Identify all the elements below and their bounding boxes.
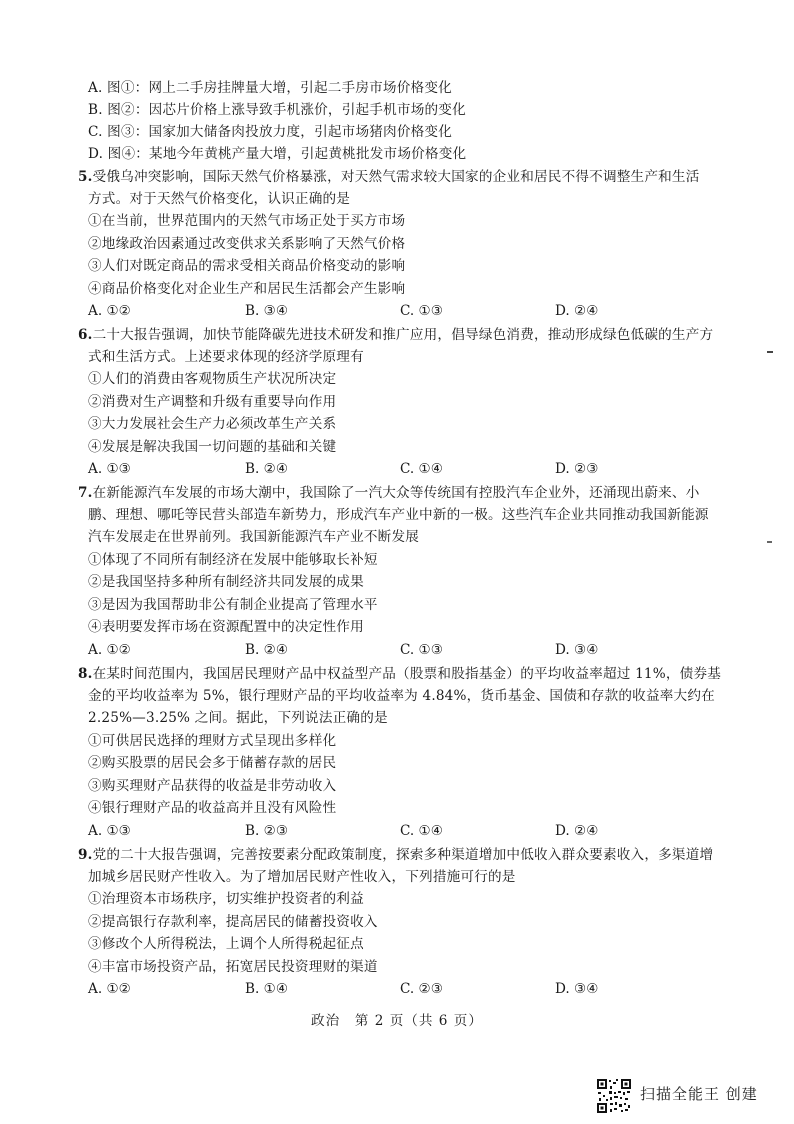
statement-item: ①可供居民选择的理财方式呈现出多样化 xyxy=(88,733,337,749)
option-b: B. ③④ xyxy=(245,303,289,319)
stem-line: 在新能源汽车发展的市场大潮中，我国除了一汽大众等传统国有控股汽车企业外，还涌现出蔚来、小 xyxy=(92,485,700,501)
option-c: C. ①④ xyxy=(400,461,443,477)
statement-item: ③是因为我国帮助非公有制企业提高了管理水平 xyxy=(88,597,378,613)
option-line: C. 图③：国家加大储备肉投放力度，引起市场猪肉价格变化 xyxy=(88,124,453,140)
scanner-watermark: 扫描全能王 创建 xyxy=(640,1085,758,1103)
answer-options xyxy=(88,640,728,660)
option-d: D. ②③ xyxy=(555,461,599,477)
statement-item: ③购买理财产品获得的收益是非劳动收入 xyxy=(88,778,337,794)
question-number: 9. xyxy=(78,847,93,863)
statement-item: ①人们的消费由客观物质生产状况所决定 xyxy=(88,371,337,387)
question-number: 6. xyxy=(78,327,93,343)
stem-line: 汽车发展走在世界前列。我国新能源汽车产业不断发展 xyxy=(88,529,420,545)
option-a: A. ①③ xyxy=(88,823,131,839)
option-b: B. ②④ xyxy=(245,461,289,477)
question-5-stem xyxy=(78,167,700,187)
statement-item: ③修改个人所得税法，上调个人所得税起征点 xyxy=(88,936,364,952)
option-line: A. 图①：网上二手房挂牌量大增，引起二手房市场价格变化 xyxy=(88,80,452,96)
statement-item: ①治理资本市场秩序，切实维护投资者的利益 xyxy=(88,891,364,907)
stem-line: 二十大报告强调，加快节能降碳先进技术研发和推广应用，倡导绿色消费，推动形成绿色低碳的生产方 xyxy=(92,327,714,343)
answer-options xyxy=(88,979,728,999)
option-c: C. ①③ xyxy=(400,303,443,319)
statement-item: ④丰富市场投资产品，拓宽居民投资理财的渠道 xyxy=(88,959,378,975)
statement-item: ④商品价格变化对企业生产和居民生活都会产生影响 xyxy=(88,281,406,297)
option-d: D. ③④ xyxy=(555,981,599,997)
statement-item: ②提高银行存款利率，提高居民的储蓄投资收入 xyxy=(88,914,378,930)
question-7-stem xyxy=(78,483,700,503)
stem-line: 受俄乌冲突影响，国际天然气价格暴涨，对天然气需求较大国家的企业和居民不得不调整生产和生活 xyxy=(92,169,700,185)
stem-line: 方式。对于天然气价格变化，认识正确的是 xyxy=(88,191,351,207)
stem-line: 式和生活方式。上述要求体现的经济学原理有 xyxy=(88,349,364,365)
statement-item: ④银行理财产品的收益高并且没有风险性 xyxy=(88,800,337,816)
option-a: A. ①③ xyxy=(88,461,131,477)
statement-item: ③大力发展社会生产力必须改革生产关系 xyxy=(88,416,337,432)
statement-item: ②地缘政治因素通过改变供求关系影响了天然气价格 xyxy=(88,236,406,252)
scan-mark xyxy=(767,351,773,353)
stem-line: 在某时间范围内，我国居民理财产品中权益型产品（股票和股指基金）的平均收益率超过 11%，债券基 xyxy=(92,666,722,682)
option-c: C. ②③ xyxy=(400,981,443,997)
option-b: B. ②③ xyxy=(245,823,289,839)
statement-item: ②是我国坚持多种所有制经济共同发展的成果 xyxy=(88,574,364,590)
option-d: D. ②④ xyxy=(555,303,599,319)
question-number: 8. xyxy=(78,666,93,682)
answer-options xyxy=(88,301,728,321)
option-d: D. ②④ xyxy=(555,823,599,839)
question-6-stem xyxy=(78,325,713,345)
answer-options xyxy=(88,459,728,479)
stem-line: 加城乡居民财产性收入。为了增加居民财产性收入，下列措施可行的是 xyxy=(88,869,516,885)
statement-item: ②购买股票的居民会多于储蓄存款的居民 xyxy=(88,755,337,771)
qr-code-icon xyxy=(596,1078,632,1114)
option-b: B. ①④ xyxy=(245,981,289,997)
option-line: B. 图②：因芯片价格上涨导致手机涨价，引起手机市场的变化 xyxy=(88,102,466,118)
statement-item: ①在当前，世界范围内的天然气市场正处于买方市场 xyxy=(88,213,406,229)
option-line: D. 图④：某地今年黄桃产量大增，引起黄桃批发市场价格变化 xyxy=(88,146,467,162)
stem-line: 2.25%—3.25% 之间。据此，下列说法正确的是 xyxy=(88,710,388,726)
question-9-stem xyxy=(78,845,713,865)
stem-line: 金的平均收益率为 5%，银行理财产品的平均收益率为 4.84%，货币基金、国债和存款的收益率大约在 xyxy=(88,688,715,704)
option-a: A. ①② xyxy=(88,981,131,997)
stem-line: 党的二十大报告强调，完善按要素分配政策制度，探索多种渠道增加中低收入群众要素收入，多渠道增 xyxy=(92,847,714,863)
statement-item: ①体现了不同所有制经济在发展中能够取长补短 xyxy=(88,552,378,568)
question-8-stem xyxy=(78,664,721,684)
option-c: C. ①④ xyxy=(400,823,443,839)
option-a: A. ①② xyxy=(88,642,131,658)
option-c: C. ①③ xyxy=(400,642,443,658)
statement-item: ②消费对生产调整和升级有重要导向作用 xyxy=(88,394,337,410)
statement-item: ③人们对既定商品的需求受相关商品价格变动的影响 xyxy=(88,258,406,274)
question-number: 7. xyxy=(78,485,93,501)
option-a: A. ①② xyxy=(88,303,131,319)
statement-item: ④发展是解决我国一切问题的基础和关键 xyxy=(88,439,337,455)
page-footer: 政治 第 2 页（共 6 页） xyxy=(311,1013,483,1029)
answer-options xyxy=(88,821,728,841)
option-d: D. ③④ xyxy=(555,642,599,658)
statement-item: ④表明要发挥市场在资源配置中的决定性作用 xyxy=(88,619,364,635)
question-number: 5. xyxy=(78,169,93,185)
scan-mark xyxy=(767,541,772,543)
stem-line: 鹏、理想、哪吒等民营头部造车新势力，形成汽车产业中新的一极。这些汽车企业共同推动我国新能源 xyxy=(88,507,709,523)
option-b: B. ②④ xyxy=(245,642,289,658)
